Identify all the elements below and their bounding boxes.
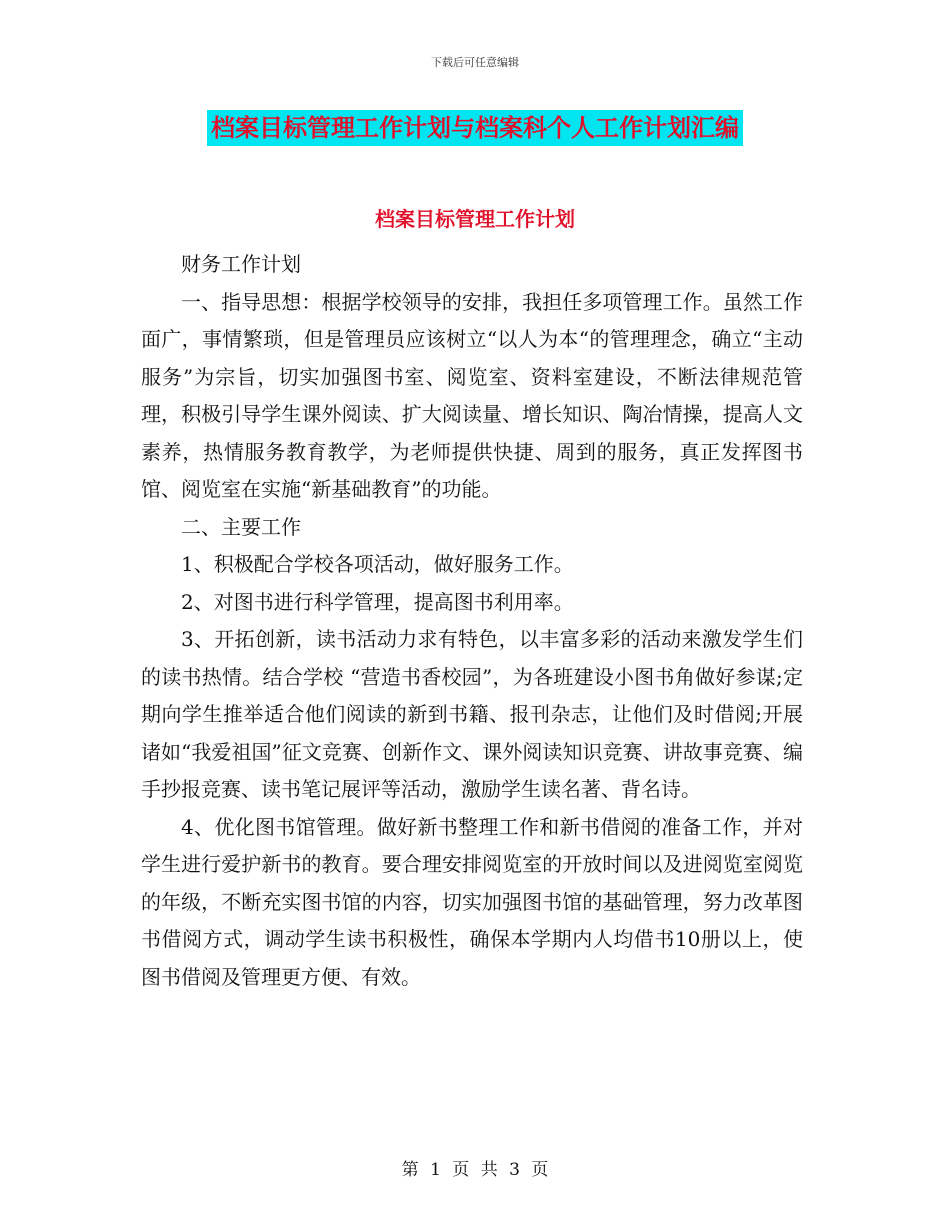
paragraph-item-4: 4、优化图书馆管理。做好新书整理工作和新书借阅的准备工作，并对学生进行爱护新书的教育。要合理安排阅览室的开放时间以及进阅览室阅览的年级，不断充实图书馆的内容，切实加强图书馆的基础管理，努力改革图书借阅方式，调动学生读书积极性，确保本学期内人均借书10册以上，使图书借阅及管理更方便、有效。 xyxy=(141,814,803,989)
header-note: 下载后可任意编辑 xyxy=(431,56,519,69)
main-title: 档案目标管理工作计划与档案科个人工作计划汇编 xyxy=(207,110,743,146)
paragraph-item-2: 2、对图书进行科学管理，提高图书利用率。 xyxy=(181,589,574,614)
paragraph-main-work-heading: 二、主要工作 xyxy=(181,514,301,539)
body-text xyxy=(141,246,803,996)
paragraph-guiding-thought: 一、指导思想：根据学校领导的安排，我担任多项管理工作。虽然工作面广，事情繁琐，但是管理员应该树立“以人为本“的管理理念，确立“主动服务”为宗旨，切实加强图书室、阅览室、资料室建设，不断法律规范管理，积极引导学生课外阅读、扩大阅读量、增长知识、陶冶情操，提高人文素养，热情服务教育教学，为老师提供快捷、周到的服务，真正发挥图书馆、阅览室在实施“新基础教育”的功能。 xyxy=(141,289,803,501)
paragraph-heading: 财务工作计划 xyxy=(181,252,301,276)
paragraph-item-1: 1、积极配合学校各项活动，做好服务工作。 xyxy=(181,552,574,576)
section-title: 档案目标管理工作计划 xyxy=(375,207,575,231)
page-number: 第 1 页 共 3 页 xyxy=(401,1160,549,1180)
paragraph-item-3: 3、开拓创新，读书活动力求有特色，以丰富多彩的活动来激发学生们的读书热情。结合学校 “营造书香校园”，为各班建设小图书角做好参谋;定期向学生推举适合他们阅读的新到书籍、报刊杂志，让他们及时借阅;开展诸如“我爱祖国”征文竞赛、创新作文、课外阅读知识竞赛、讲故事竞赛、编手抄报竞赛、读书笔记展评等活动，激励学生读名著、背名诗。 xyxy=(141,627,803,801)
